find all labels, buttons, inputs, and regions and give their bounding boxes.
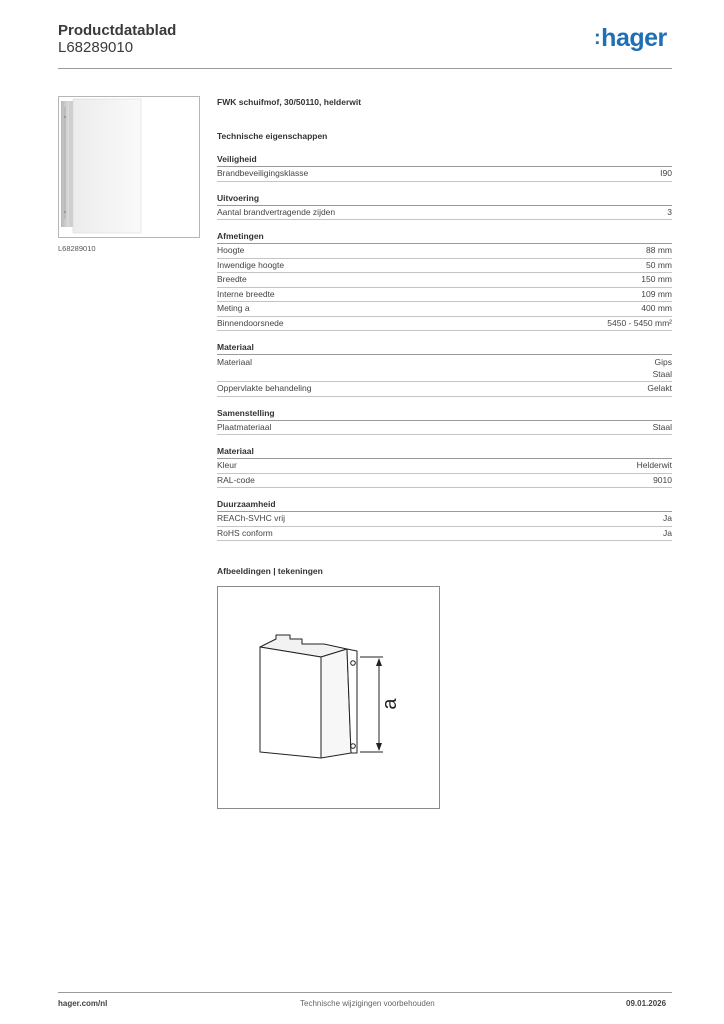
product-photo — [58, 96, 200, 238]
row-value: 5450 - 5450 mm² — [607, 317, 672, 328]
row-label: Inwendige hoogte — [217, 259, 285, 270]
hager-logo[interactable] — [594, 26, 667, 51]
table-row — [217, 259, 672, 274]
row-value: Gelakt — [647, 383, 672, 393]
section-materiaal-kleur — [217, 445, 672, 488]
section-uitvoering — [217, 192, 672, 221]
section-duurzaamheid — [217, 498, 672, 541]
row-value: 109 mm — [641, 288, 672, 299]
row-label: RAL-code — [217, 474, 255, 485]
row-label: Interne breedte — [217, 288, 275, 299]
table-row — [217, 206, 672, 221]
section-materiaal — [217, 341, 672, 397]
row-value: 150 mm — [641, 274, 672, 284]
row-value: 88 mm — [646, 245, 672, 255]
row-value — [653, 356, 672, 380]
section-title: Materiaal — [217, 341, 672, 355]
row-value: Staal — [652, 421, 672, 432]
row-label: REACh-SVHC vrij — [217, 513, 286, 523]
section-veiligheid — [217, 153, 672, 182]
row-label: Breedte — [217, 274, 247, 284]
section-title: Afmetingen — [217, 230, 672, 244]
table-row — [217, 244, 672, 259]
table-row — [217, 355, 672, 382]
row-label: Plaatmateriaal — [217, 421, 272, 432]
row-value: Ja — [663, 513, 672, 523]
row-label: Binnendoorsnede — [217, 317, 284, 328]
dimension-label: a — [379, 698, 401, 710]
table-row — [217, 512, 672, 527]
row-label: Materiaal — [217, 357, 252, 367]
product-title: FWK schuifmof, 30/50110, helderwit — [217, 97, 362, 107]
row-label: Oppervlakte behandeling — [217, 383, 312, 393]
header-divider — [58, 68, 672, 69]
technical-drawing-svg — [218, 587, 439, 808]
section-title: Materiaal — [217, 445, 672, 459]
page-title: Productdatablad — [58, 22, 177, 39]
row-label: Hoogte — [217, 245, 245, 255]
table-row — [217, 382, 672, 397]
table-row — [217, 317, 672, 332]
section-title: Samenstelling — [217, 407, 672, 421]
footer-website-link[interactable]: hager.com/nl — [58, 999, 108, 1008]
table-row — [217, 273, 672, 288]
table-row — [217, 167, 672, 182]
row-label: Aantal brandvertragende zijden — [217, 206, 336, 217]
footer-disclaimer: Technische wijzigingen voorbehouden — [300, 999, 435, 1008]
table-row — [217, 527, 672, 542]
table-row — [217, 474, 672, 489]
row-value: 400 mm — [641, 303, 672, 313]
table-row — [217, 302, 672, 317]
footer-date: 09.01.2026 — [626, 999, 667, 1008]
table-row — [217, 288, 672, 303]
product-code: L68289010 — [58, 39, 134, 56]
footer-divider — [58, 992, 672, 993]
row-label: Brandbeveiligingsklasse — [217, 168, 309, 178]
row-label: Kleur — [217, 460, 237, 470]
photo-caption: L68289010 — [58, 244, 96, 253]
row-label: Meting a — [217, 303, 250, 313]
tech-heading: Technische eigenschappen — [217, 131, 328, 141]
row-value: 3 — [667, 206, 672, 217]
section-title: Uitvoering — [217, 192, 672, 206]
row-label: RoHS conform — [217, 527, 273, 538]
drawings-heading: Afbeeldingen | tekeningen — [217, 566, 323, 576]
technical-drawing — [217, 586, 440, 809]
row-value-line: Staal — [652, 369, 672, 379]
logo-word: hager — [601, 24, 667, 52]
row-value-line: Gips — [654, 357, 672, 367]
section-samenstelling — [217, 407, 672, 436]
row-value: Helderwit — [636, 460, 672, 470]
row-value: Ja — [663, 527, 672, 538]
row-value: I90 — [660, 168, 672, 178]
section-title: Duurzaamheid — [217, 498, 672, 512]
section-title: Veiligheid — [217, 153, 672, 167]
product-photo-image — [59, 97, 199, 237]
row-value: 50 mm — [646, 259, 672, 270]
table-row — [217, 421, 672, 436]
table-row — [217, 459, 672, 474]
row-value: 9010 — [653, 474, 672, 485]
spec-content — [217, 95, 672, 541]
logo-dots: : — [594, 27, 601, 49]
section-afmetingen — [217, 230, 672, 331]
